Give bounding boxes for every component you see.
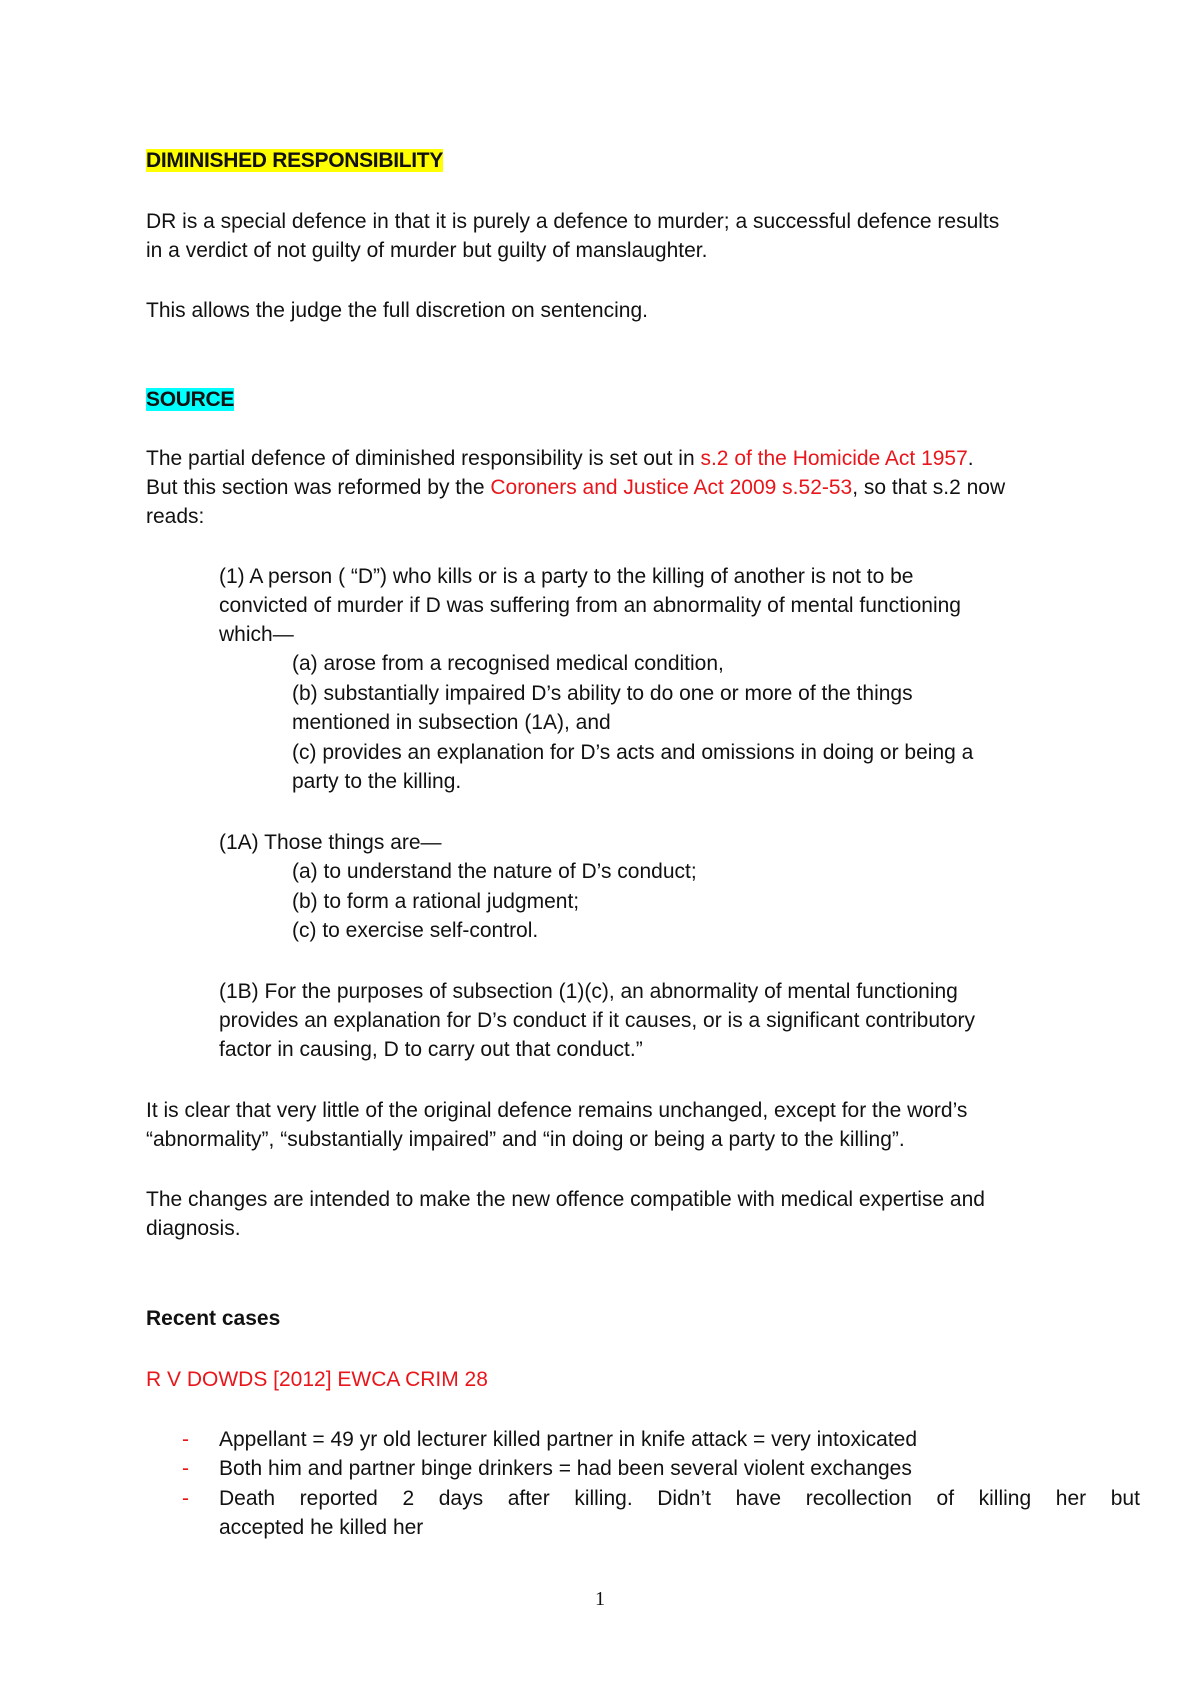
intro-line-1: DR is a special defence in that it is purely a defence to murder; a successful defence results [146, 210, 1000, 233]
intro-line-2: in a verdict of not guilty of murder but guilty of manslaughter. [146, 239, 708, 262]
statute-s1b-line-3: factor in causing, D to carry out that conduct.” [219, 1038, 643, 1061]
source-text: . [967, 447, 974, 470]
heading-text: SOURCE [146, 388, 235, 411]
word: 2 [402, 1487, 415, 1510]
word: Death [219, 1487, 276, 1510]
bullet-item-1: Appellant = 49 yr old lecturer killed partner in knife attack = very intoxicated [219, 1428, 918, 1451]
source-text: , so that s.2 now [852, 476, 1006, 499]
statute-reference: s.2 of the Homicide Act 1957 [700, 447, 968, 470]
statute-s1-b-line-2: mentioned in subsection (1A), and [292, 711, 611, 734]
heading-diminished-responsibility [146, 147, 443, 175]
word: of [936, 1487, 955, 1510]
word: killing [978, 1487, 1032, 1510]
bullet-marker: - [182, 1457, 189, 1480]
word: days [438, 1487, 484, 1510]
word: but [1110, 1487, 1140, 1510]
statute-reference: Coroners and Justice Act 2009 s.52-53 [490, 476, 853, 499]
commentary-line-3: The changes are intended to make the new offence compatible with medical expertise and [146, 1188, 985, 1211]
commentary-line-1: It is clear that very little of the original defence remains unchanged, except for the word’s [146, 1099, 968, 1122]
statute-s1-a: (a) arose from a recognised medical condition, [292, 652, 724, 675]
statute-s1-c-line-1: (c) provides an explanation for D’s acts and omissions in doing or being a [292, 741, 974, 764]
commentary-line-2: “abnormality”, “substantially impaired” and “in doing or being a party to the killing”. [146, 1128, 905, 1151]
case-title: R V DOWDS [2012] EWCA CRIM 28 [146, 1368, 488, 1391]
statute-s1-line-2: convicted of murder if D was suffering from an abnormality of mental functioning [219, 594, 961, 617]
statute-s1a: (1A) Those things are— [219, 831, 442, 854]
bullet-item-3-line-2: accepted he killed her [219, 1516, 424, 1539]
word: her [1055, 1487, 1087, 1510]
statute-s1a-b: (b) to form a rational judgment; [292, 890, 580, 913]
statute-s1-c-line-2: party to the killing. [292, 770, 462, 793]
heading-text: DIMINISHED RESPONSIBILITY [146, 149, 444, 172]
heading-source [146, 386, 234, 414]
word: have [735, 1487, 782, 1510]
source-line-1 [146, 445, 974, 473]
source-text: But this section was reformed by the [146, 476, 485, 499]
word: after [507, 1487, 550, 1510]
intro-line-3: This allows the judge the full discretion on sentencing. [146, 299, 648, 322]
statute-s1b-line-2: provides an explanation for D’s conduct if it causes, or is a significant contributory [219, 1009, 975, 1032]
word: reported [299, 1487, 378, 1510]
source-text: The partial defence of diminished responsibility is set out in [146, 447, 695, 470]
word: killing. [574, 1487, 633, 1510]
recent-cases-heading: Recent cases [146, 1307, 281, 1330]
word: Didn’t [657, 1487, 711, 1510]
statute-s1-line-1: (1) A person ( “D”) who kills or is a party to the killing of another is not to be [219, 565, 914, 588]
bullet-marker: - [182, 1428, 189, 1451]
statute-s1a-c: (c) to exercise self-control. [292, 919, 539, 942]
statute-s1-line-3: which— [219, 623, 294, 646]
bullet-item-3-line-1 [219, 1485, 1140, 1513]
bullet-item-2: Both him and partner binge drinkers = had been several violent exchanges [219, 1457, 912, 1480]
page-number: 1 [595, 1588, 605, 1610]
commentary-line-4: diagnosis. [146, 1217, 241, 1240]
source-line-2 [146, 474, 1005, 502]
statute-s1b-line-1: (1B) For the purposes of subsection (1)(c), an abnormality of mental functioning [219, 980, 958, 1003]
statute-s1a-a: (a) to understand the nature of D’s conduct; [292, 860, 697, 883]
source-line-3: reads: [146, 505, 205, 528]
bullet-marker: - [182, 1487, 189, 1510]
statute-s1-b-line-1: (b) substantially impaired D’s ability to do one or more of the things [292, 682, 913, 705]
word: recollection [805, 1487, 912, 1510]
